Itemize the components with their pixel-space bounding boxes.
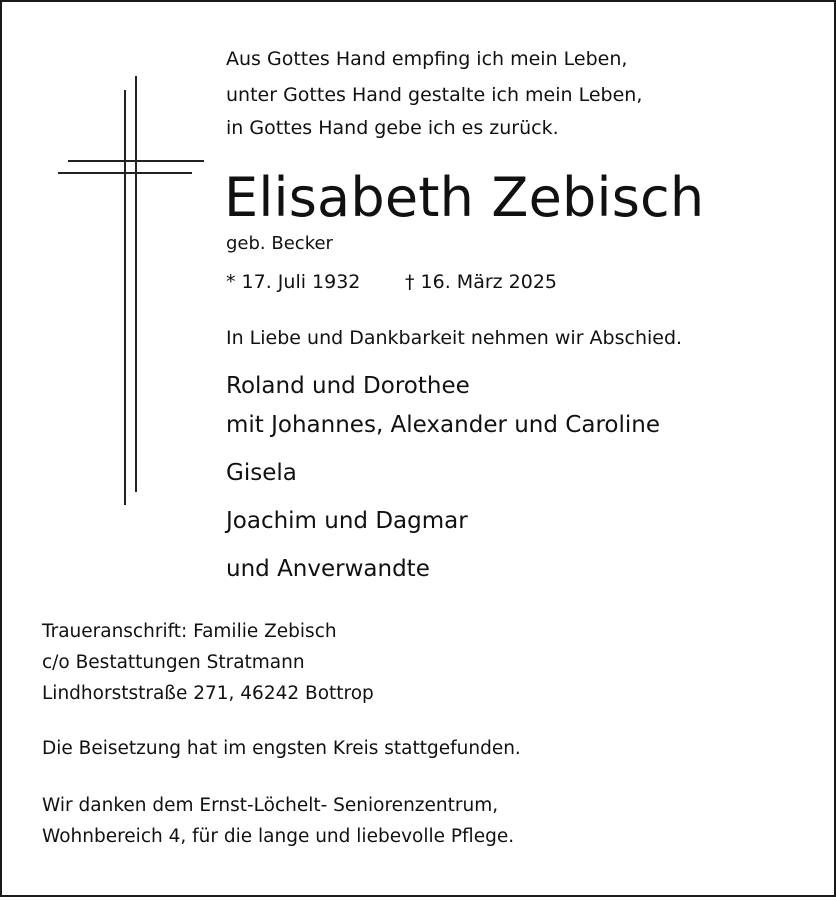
family-line-2: mit Johannes, Alexander und Caroline — [226, 412, 660, 438]
burial-note: Die Beisetzung hat im engsten Kreis stattgefunden. — [42, 738, 521, 759]
thanks-line-2: Wohnbereich 4, für die lange und liebevolle Pflege. — [42, 826, 515, 847]
verse-line-3: in Gottes Hand gebe ich es zurück. — [226, 117, 559, 139]
address-line-3: Lindhorststraße 271, 46242 Bottrop — [42, 683, 374, 704]
family-line-3: Gisela — [226, 460, 297, 486]
birth-date: * 17. Juli 1932 — [226, 271, 361, 293]
address-line-2: c/o Bestattungen Stratmann — [42, 652, 305, 673]
family-line-5: und Anverwandte — [226, 556, 430, 582]
thanks-line-1: Wir danken dem Ernst-Löchelt- Seniorenzentrum, — [42, 795, 499, 816]
verse-line-2: unter Gottes Hand gestalte ich mein Leben, — [226, 84, 643, 106]
deceased-name: Elisabeth Zebisch — [224, 166, 705, 229]
maiden-name: geb. Becker — [226, 233, 333, 254]
family-line-1: Roland und Dorothee — [226, 373, 470, 399]
family-line-4: Joachim und Dagmar — [226, 508, 468, 534]
farewell-line: In Liebe und Dankbarkeit nehmen wir Abschied. — [226, 327, 683, 349]
address-line-1: Traueranschrift: Familie Zebisch — [42, 621, 337, 642]
death-date: † 16. März 2025 — [405, 271, 558, 293]
verse-line-1: Aus Gottes Hand empfing ich mein Leben, — [226, 48, 628, 70]
